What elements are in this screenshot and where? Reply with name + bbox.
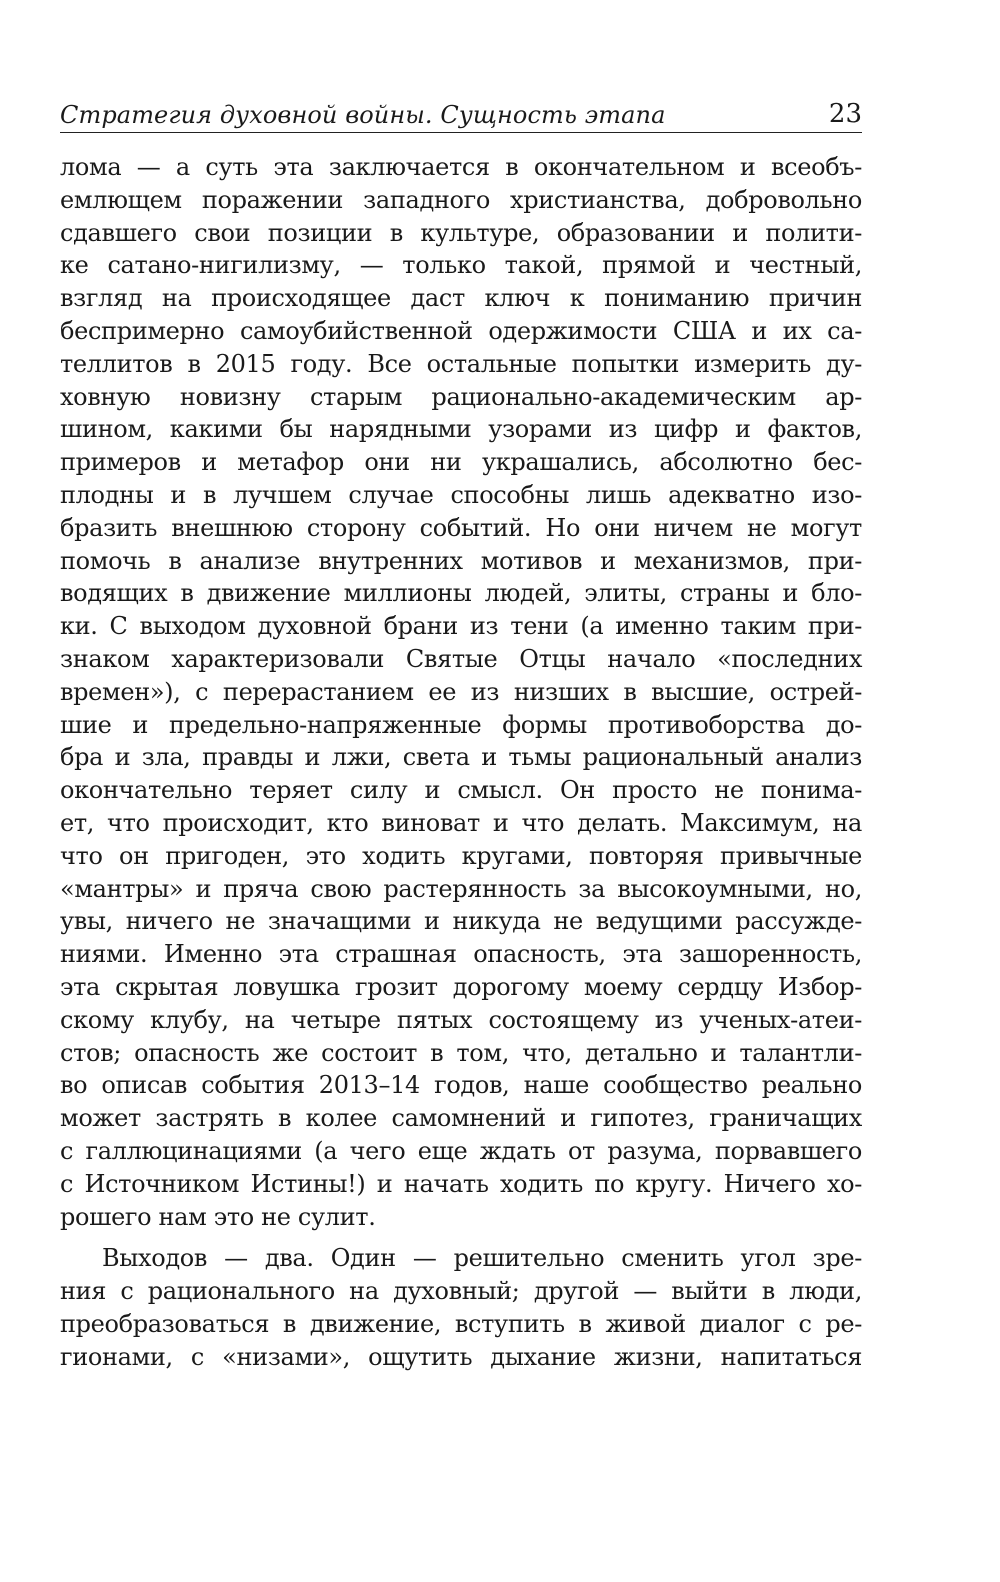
page-number: 23	[828, 99, 862, 129]
paragraph-2	[60, 1242, 862, 1373]
text-line: теллитов в 2015 году. Все остальные попытки измерить ду-	[60, 349, 862, 378]
text-line: плодны и в лучшем случае способны лишь адекватно изо-	[60, 480, 862, 509]
text-line: ет, что происходит, кто виноват и что делать. Максимум, на	[60, 808, 862, 837]
text-line: что он пригоден, это ходить кругами, повторяя привычные	[60, 841, 862, 870]
text-line: ке сатано-нигилизму, — только такой, прямой и честный,	[60, 251, 862, 280]
text-line: сдавшего свои позиции в культуре, образовании и полити-	[60, 218, 862, 247]
text-line: времен»), с перерастанием ее из низших в высшие, острей-	[60, 677, 862, 706]
text-line: окончательно теряет силу и смысл. Он просто не понима-	[60, 776, 862, 805]
text-line: шие и предельно-напряженные формы противоборства до-	[60, 710, 862, 739]
text-line: водящих в движение миллионы людей, элиты, страны и бло-	[60, 579, 862, 608]
text-line: Выходов — два. Один — решительно сменить угол зре-	[102, 1244, 862, 1273]
paragraph-spacer	[60, 1233, 862, 1242]
text-line: беспримерно самоубийственной одержимости США и их са-	[60, 316, 862, 345]
text-line: может застрять в колее самомнений и гипотез, граничащих	[60, 1104, 862, 1133]
running-title: Стратегия духовной войны. Сущность этапа	[60, 101, 666, 129]
body-text	[60, 151, 862, 1373]
text-line: «мантры» и пряча свою растерянность за высокоумными, но,	[60, 874, 862, 903]
text-line: примеров и метафор они ни украшались, абсолютно бес-	[60, 448, 862, 477]
text-line: увы, ничего не значащими и никуда не ведущими рассужде-	[60, 907, 862, 936]
text-line: ховную новизну старым рационально-академическим ар-	[60, 382, 862, 411]
text-line: преобразоваться в движение, вступить в живой диалог с ре-	[60, 1309, 862, 1338]
running-header	[60, 92, 862, 133]
text-line: ния с рационального на духовный; другой — выйти в люди,	[60, 1277, 862, 1306]
paragraph-1	[60, 151, 862, 1233]
text-line: ки. С выходом духовной брани из тени (а именно таким при-	[60, 612, 862, 641]
text-line: взгляд на происходящее даст ключ к пониманию причин	[60, 284, 862, 313]
text-line: с Источником Истины!) и начать ходить по кругу. Ничего хо-	[60, 1169, 862, 1198]
text-line: рошего нам это не сулит.	[60, 1202, 376, 1231]
text-line: стов; опасность же состоит в том, что, детально и талантли-	[60, 1038, 862, 1067]
text-line: эта скрытая ловушка грозит дорогому моему сердцу Избор-	[60, 972, 862, 1001]
text-line: емлющем поражении западного христианства, добровольно	[60, 185, 862, 214]
text-line: ниями. Именно эта страшная опасность, эта зашоренность,	[60, 940, 862, 969]
text-line: бра и зла, правды и лжи, света и тьмы рациональный анализ	[60, 743, 862, 772]
book-page	[60, 92, 862, 1373]
text-line: бразить внешнюю сторону событий. Но они ничем не могут	[60, 513, 862, 542]
text-line: шином, какими бы нарядными узорами из цифр и фактов,	[60, 415, 862, 444]
text-line: лома — а суть эта заключается в окончательном и всеобъ-	[60, 153, 862, 181]
text-line: знаком характеризовали Святые Отцы начало «последних	[60, 644, 862, 673]
text-line: с галлюцинациями (а чего еще ждать от разума, порвавшего	[60, 1136, 862, 1165]
text-line: во описав события 2013–14 годов, наше сообщество реально	[60, 1071, 862, 1100]
text-line: гионами, с «низами», ощутить дыхание жизни, напитаться	[60, 1342, 862, 1371]
text-line: помочь в анализе внутренних мотивов и механизмов, при-	[60, 546, 862, 575]
text-line: скому клубу, на четыре пятых состоящему из ученых-атеи-	[60, 1005, 862, 1034]
